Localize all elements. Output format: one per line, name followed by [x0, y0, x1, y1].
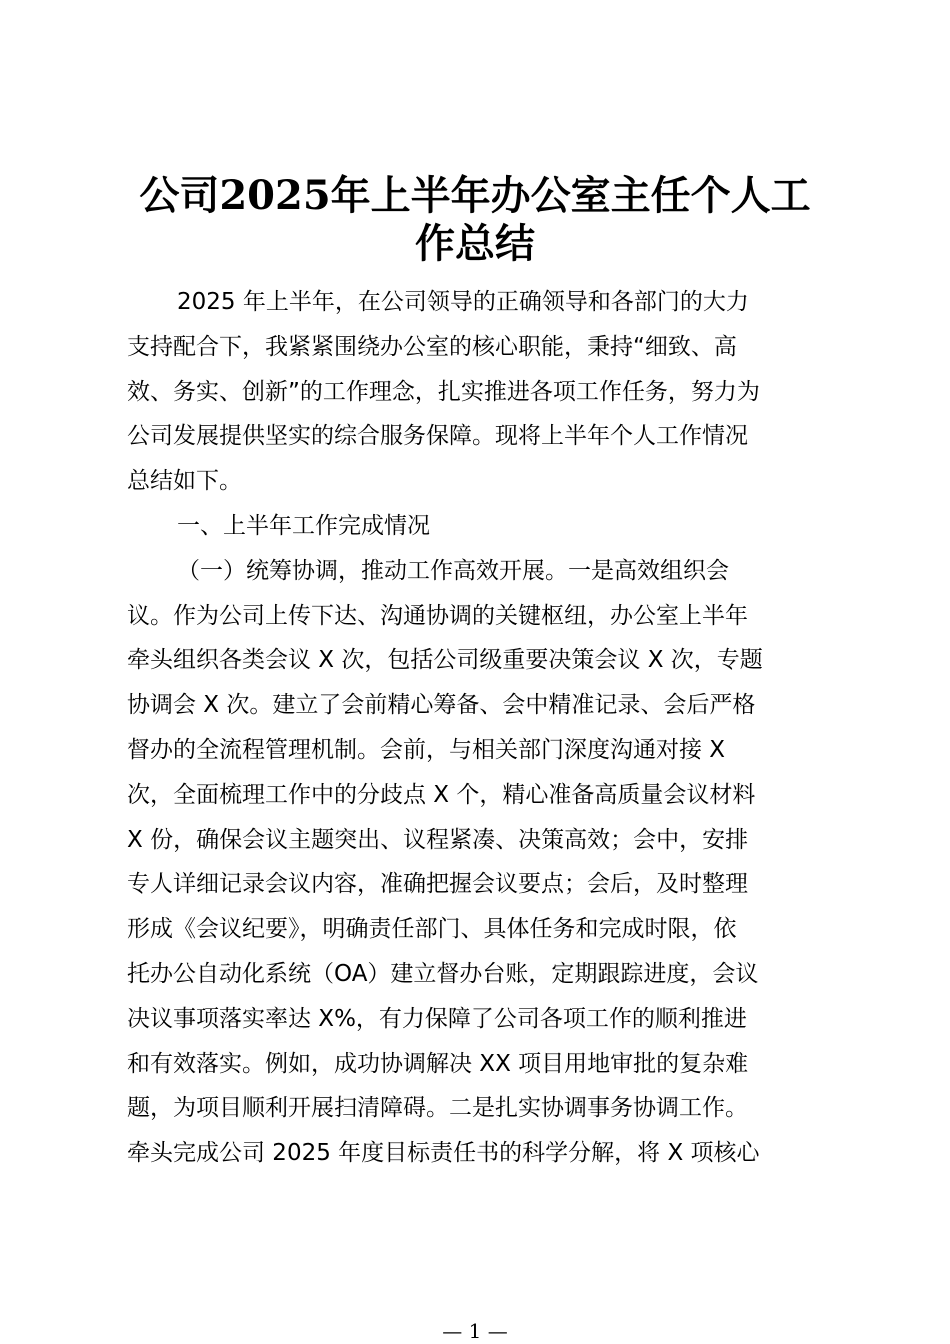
body-line: 议。作为公司上传下达、沟通协调的关键枢纽，办公室上半年 [127, 602, 748, 629]
body-line: 专人详细记录会议内容，准确把握会议要点；会后，及时整理 [127, 871, 748, 898]
body-line: 总结如下。 [127, 468, 242, 495]
body-line: 督办的全流程管理机制。会前，与相关部门深度沟通对接 X [127, 736, 726, 763]
body-line: 协调会 X 次。建立了会前精心筹备、会中精准记录、会后严格 [127, 692, 756, 719]
body-line: 牵头组织各类会议 X 次，包括公司级重要决策会议 X 次，专题 [127, 647, 763, 674]
body-line: 和有效落实。例如，成功协调解决 XX 项目用地审批的复杂难 [127, 1050, 749, 1077]
body-line: 支持配合下，我紧紧围绕办公室的核心职能，秉持“细致、高 [127, 333, 737, 360]
section-heading: 一、上半年工作完成情况 [177, 512, 430, 539]
body-line: 次，全面梳理工作中的分歧点 X 个，精心准备高质量会议材料 [127, 781, 756, 808]
body-line: X 份，确保会议主题突出、议程紧凑、决策高效；会中，安排 [127, 826, 749, 853]
body-line: （一）统筹协调，推动工作高效开展。一是高效组织会 [177, 557, 729, 584]
body-line: 托办公自动化系统（OA）建立督办台账，定期跟踪进度，会议 [127, 960, 759, 987]
body-line: 形成《会议纪要》，明确责任部门、具体任务和完成时限，依 [127, 916, 737, 943]
document-title-line-2: 作总结 [415, 220, 535, 267]
body-line: 题，为项目顺利开展扫清障碍。二是扎实协调事务协调工作。 [127, 1095, 748, 1122]
page-number: — 1 — [442, 1319, 508, 1343]
body-line: 效、务实、创新”的工作理念，扎实推进各项工作任务，努力为 [127, 378, 760, 405]
document-body [127, 280, 837, 1176]
body-line: 公司发展提供坚实的综合服务保障。现将上半年个人工作情况 [127, 423, 748, 450]
body-line: 牵头完成公司 2025 年度目标责任书的科学分解，将 X 项核心 [127, 1140, 760, 1167]
document-title-line-1: 公司2025年上半年办公室主任个人工 [139, 172, 811, 219]
body-line: 决议事项落实率达 X%，有力保障了公司各项工作的顺利推进 [127, 1005, 747, 1032]
body-line: 2025 年上半年，在公司领导的正确领导和各部门的大力 [177, 289, 749, 315]
